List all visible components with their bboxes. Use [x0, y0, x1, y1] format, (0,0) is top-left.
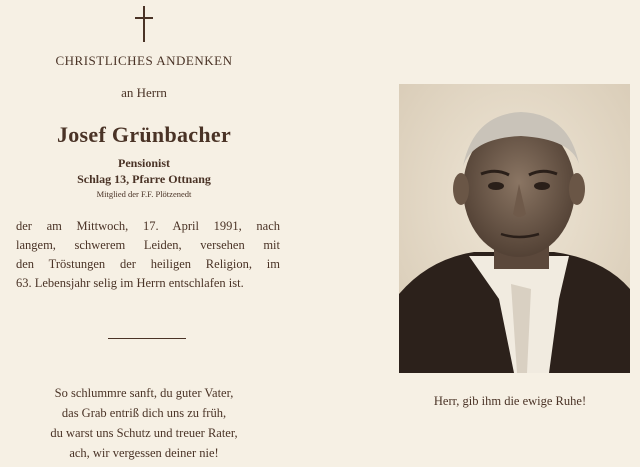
death-notice-text: [16, 217, 280, 293]
text-line: langem, schwerem Leiden, versehen mit: [16, 238, 280, 252]
photo-column: [380, 0, 640, 467]
deceased-name: Josef Grünbacher: [56, 122, 232, 147]
poem-line: So schlummre sanft, du guter Vater,: [54, 386, 234, 400]
poem-line: du warst uns Schutz und treuer Rater,: [50, 426, 238, 440]
text-line: den Tröstungen der heiligen Religion, im: [16, 257, 280, 271]
poem: [0, 383, 288, 463]
address: Schlag 13, Pfarre Ottnang: [77, 172, 211, 186]
divider: [108, 338, 186, 339]
text-line: der am Mittwoch, 17. April 1991, nach: [16, 219, 280, 233]
occupation: Pensionist: [117, 156, 170, 170]
dedication: an Herrn: [121, 85, 167, 100]
portrait-photo: [399, 84, 630, 373]
poem-line: das Grab entriß dich uns zu früh,: [61, 406, 227, 420]
photo-caption: Herr, gib ihm die ewige Ruhe!: [433, 394, 587, 408]
memorial-text-column: [0, 0, 300, 467]
heading: CHRISTLICHES ANDENKEN: [55, 53, 233, 68]
membership: Mitglied der F.F. Plötzenedt: [96, 189, 192, 199]
cross-icon: [133, 6, 155, 42]
poem-line: ach, wir vergessen deiner nie!: [69, 446, 219, 460]
text-line: 63. Lebensjahr selig im Herrn entschlafen ist.: [16, 276, 244, 290]
